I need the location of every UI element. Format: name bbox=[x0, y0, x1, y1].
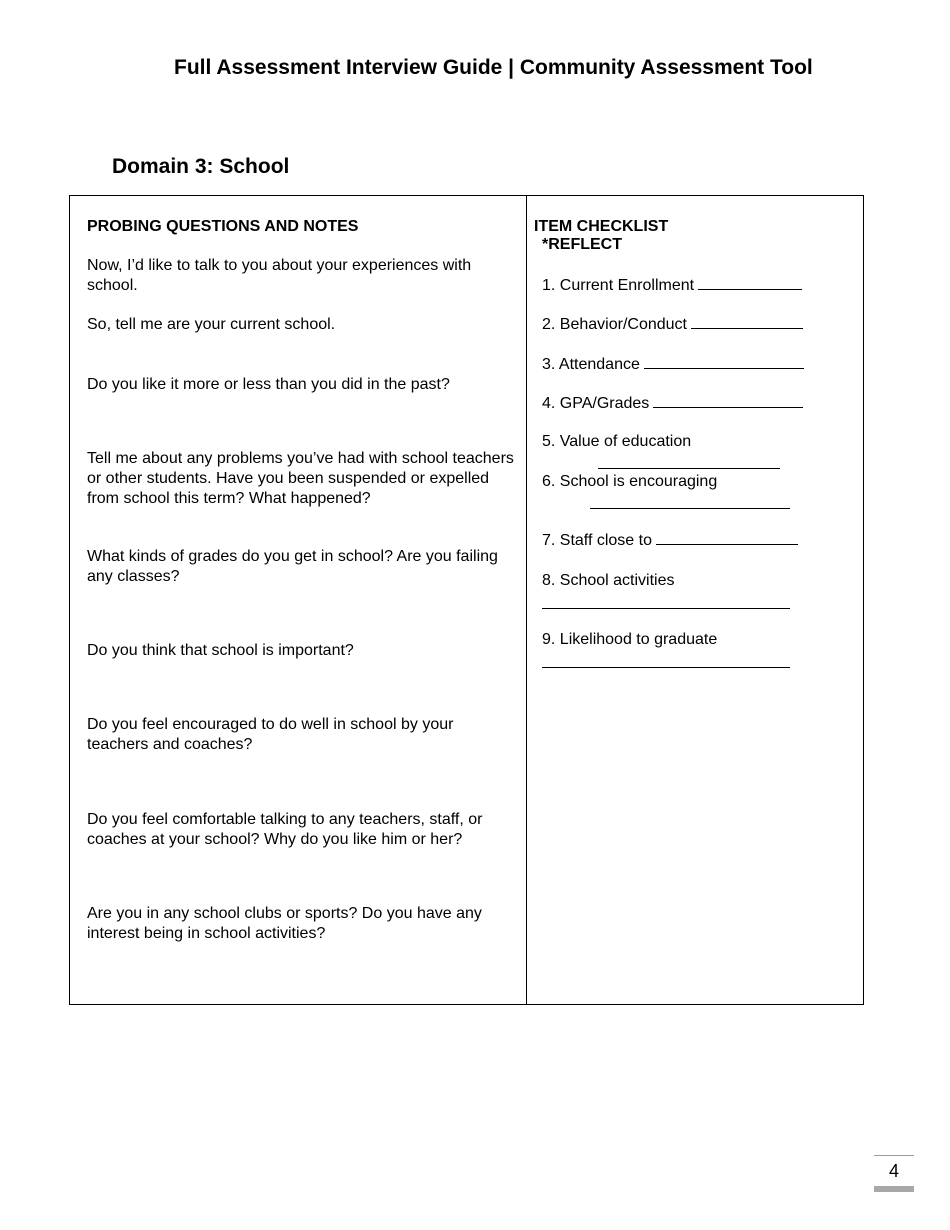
checklist-item-label: 7. Staff close to bbox=[542, 532, 652, 549]
answer-blank-school-activities bbox=[542, 608, 790, 609]
item-checklist-heading: ITEM CHECKLIST bbox=[534, 218, 669, 235]
checklist-item-label: 3. Attendance bbox=[542, 356, 640, 373]
checklist-item-school-encouraging bbox=[542, 472, 717, 492]
page-number-bar bbox=[874, 1186, 914, 1192]
checklist-item-label: 5. Value of education bbox=[542, 433, 692, 450]
probing-question-intro: Now, I’d like to talk to you about your experiences with school. bbox=[87, 257, 472, 294]
checklist-item-current-enrollment bbox=[542, 275, 802, 296]
page-number: 4 bbox=[888, 1161, 899, 1181]
answer-blank bbox=[691, 314, 803, 329]
checklist-item-label: 2. Behavior/Conduct bbox=[542, 316, 687, 333]
probing-question-current-school: So, tell me are your current school. bbox=[87, 316, 336, 333]
probing-questions-heading: PROBING QUESTIONS AND NOTES bbox=[87, 218, 359, 235]
checklist-item-label: 9. Likelihood to graduate bbox=[542, 631, 718, 648]
checklist-item-staff-close bbox=[542, 530, 798, 551]
checklist-item-label: 1. Current Enrollment bbox=[542, 277, 695, 294]
probing-question-encouraged: Do you feel encouraged to do well in school by your teachers and coaches? bbox=[87, 716, 454, 753]
checklist-item-school-activities bbox=[542, 571, 675, 591]
answer-blank bbox=[656, 530, 798, 545]
page-number-rule bbox=[874, 1155, 914, 1156]
checklist-item-label: 6. School is encouraging bbox=[542, 473, 718, 490]
answer-blank-school-encouraging bbox=[590, 508, 790, 509]
probing-question-school-important: Do you think that school is important? bbox=[87, 642, 354, 659]
domain-title: Domain 3: School bbox=[112, 155, 290, 178]
answer-blank-likelihood-graduate bbox=[542, 667, 790, 668]
page-header-title: Full Assessment Interview Guide | Community Assessment Tool bbox=[174, 56, 813, 79]
probing-question-like-school: Do you like it more or less than you did in the past? bbox=[87, 376, 450, 393]
probing-question-grades: What kinds of grades do you get in school? Are you failing any classes? bbox=[87, 548, 498, 585]
assessment-table bbox=[69, 195, 864, 1005]
answer-blank-value-education bbox=[598, 468, 780, 469]
checklist-item-gpa-grades bbox=[542, 393, 803, 414]
checklist-item-likelihood-graduate bbox=[542, 630, 717, 650]
reflect-note: *REFLECT bbox=[542, 236, 622, 253]
probing-question-problems: Tell me about any problems you’ve had with school teachers or other students. Have you been suspended or expelled from school this term? What happened? bbox=[87, 450, 514, 507]
checklist-item-behavior-conduct bbox=[542, 314, 803, 335]
checklist-item-value-education bbox=[542, 432, 691, 452]
answer-blank bbox=[644, 354, 804, 369]
checklist-item-label: 4. GPA/Grades bbox=[542, 395, 650, 412]
probing-question-activities: Are you in any school clubs or sports? Do you have any interest being in school activities? bbox=[87, 905, 482, 942]
answer-blank bbox=[653, 393, 803, 408]
probing-question-comfortable-staff: Do you feel comfortable talking to any teachers, staff, or coaches at your school? Why do you like him or her? bbox=[87, 811, 483, 848]
column-divider bbox=[526, 196, 527, 1004]
answer-blank bbox=[698, 275, 802, 290]
checklist-item-attendance bbox=[542, 354, 804, 375]
checklist-item-label: 8. School activities bbox=[542, 572, 675, 589]
